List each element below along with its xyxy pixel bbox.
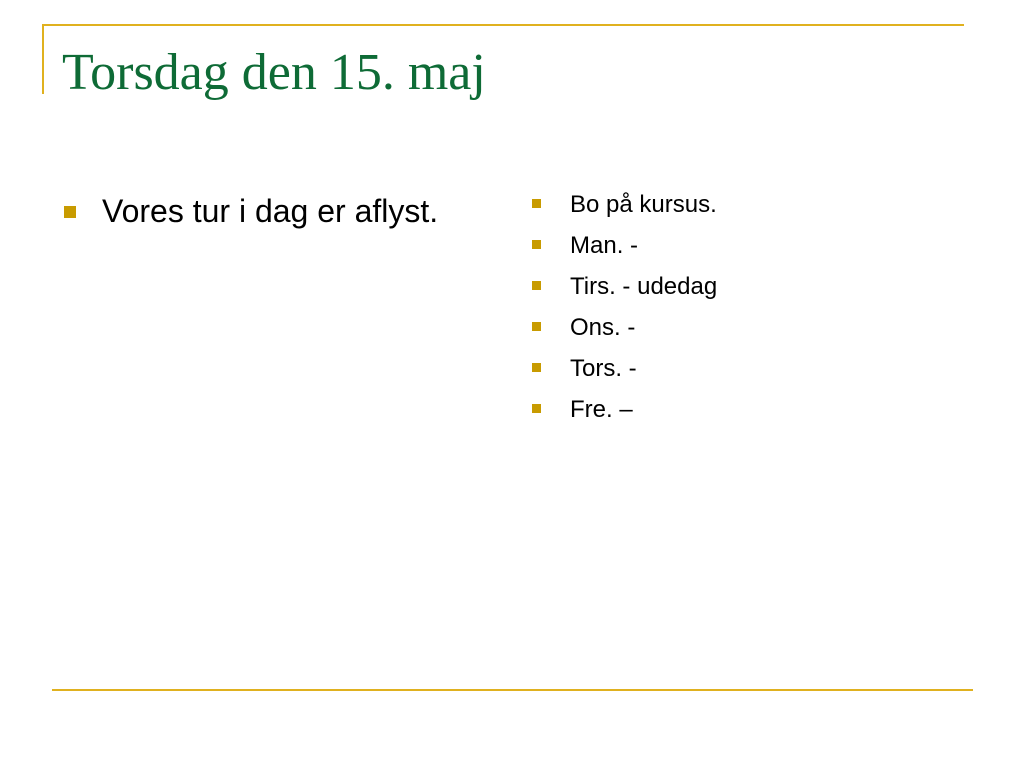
right-bullet-text: Tors. - — [570, 355, 637, 382]
square-bullet-icon — [64, 206, 76, 218]
square-bullet-icon — [532, 281, 541, 290]
right-bullet-item — [532, 389, 717, 430]
right-bullet-list — [532, 184, 717, 430]
top-border-line — [42, 24, 964, 26]
bottom-divider-line — [52, 689, 973, 691]
right-bullet-item — [532, 266, 717, 307]
slide-title: Torsdag den 15. maj — [62, 44, 486, 101]
right-bullet-item — [532, 348, 717, 389]
left-bullet-text: Vores tur i dag er aflyst. — [102, 193, 439, 229]
left-border-line — [42, 24, 44, 94]
square-bullet-icon — [532, 199, 541, 208]
left-bullet-item — [64, 190, 438, 232]
right-bullet-text: Tirs. - udedag — [570, 273, 718, 300]
right-bullet-text: Fre. – — [570, 396, 633, 423]
left-bullet-list — [64, 190, 438, 232]
square-bullet-icon — [532, 240, 541, 249]
right-bullet-text: Ons. - — [570, 314, 636, 341]
square-bullet-icon — [532, 404, 541, 413]
right-bullet-text: Man. - — [570, 232, 639, 259]
right-bullet-item — [532, 307, 717, 348]
right-bullet-item — [532, 225, 717, 266]
square-bullet-icon — [532, 363, 541, 372]
right-bullet-item — [532, 184, 717, 225]
right-bullet-text: Bo på kursus. — [570, 191, 717, 218]
square-bullet-icon — [532, 322, 541, 331]
